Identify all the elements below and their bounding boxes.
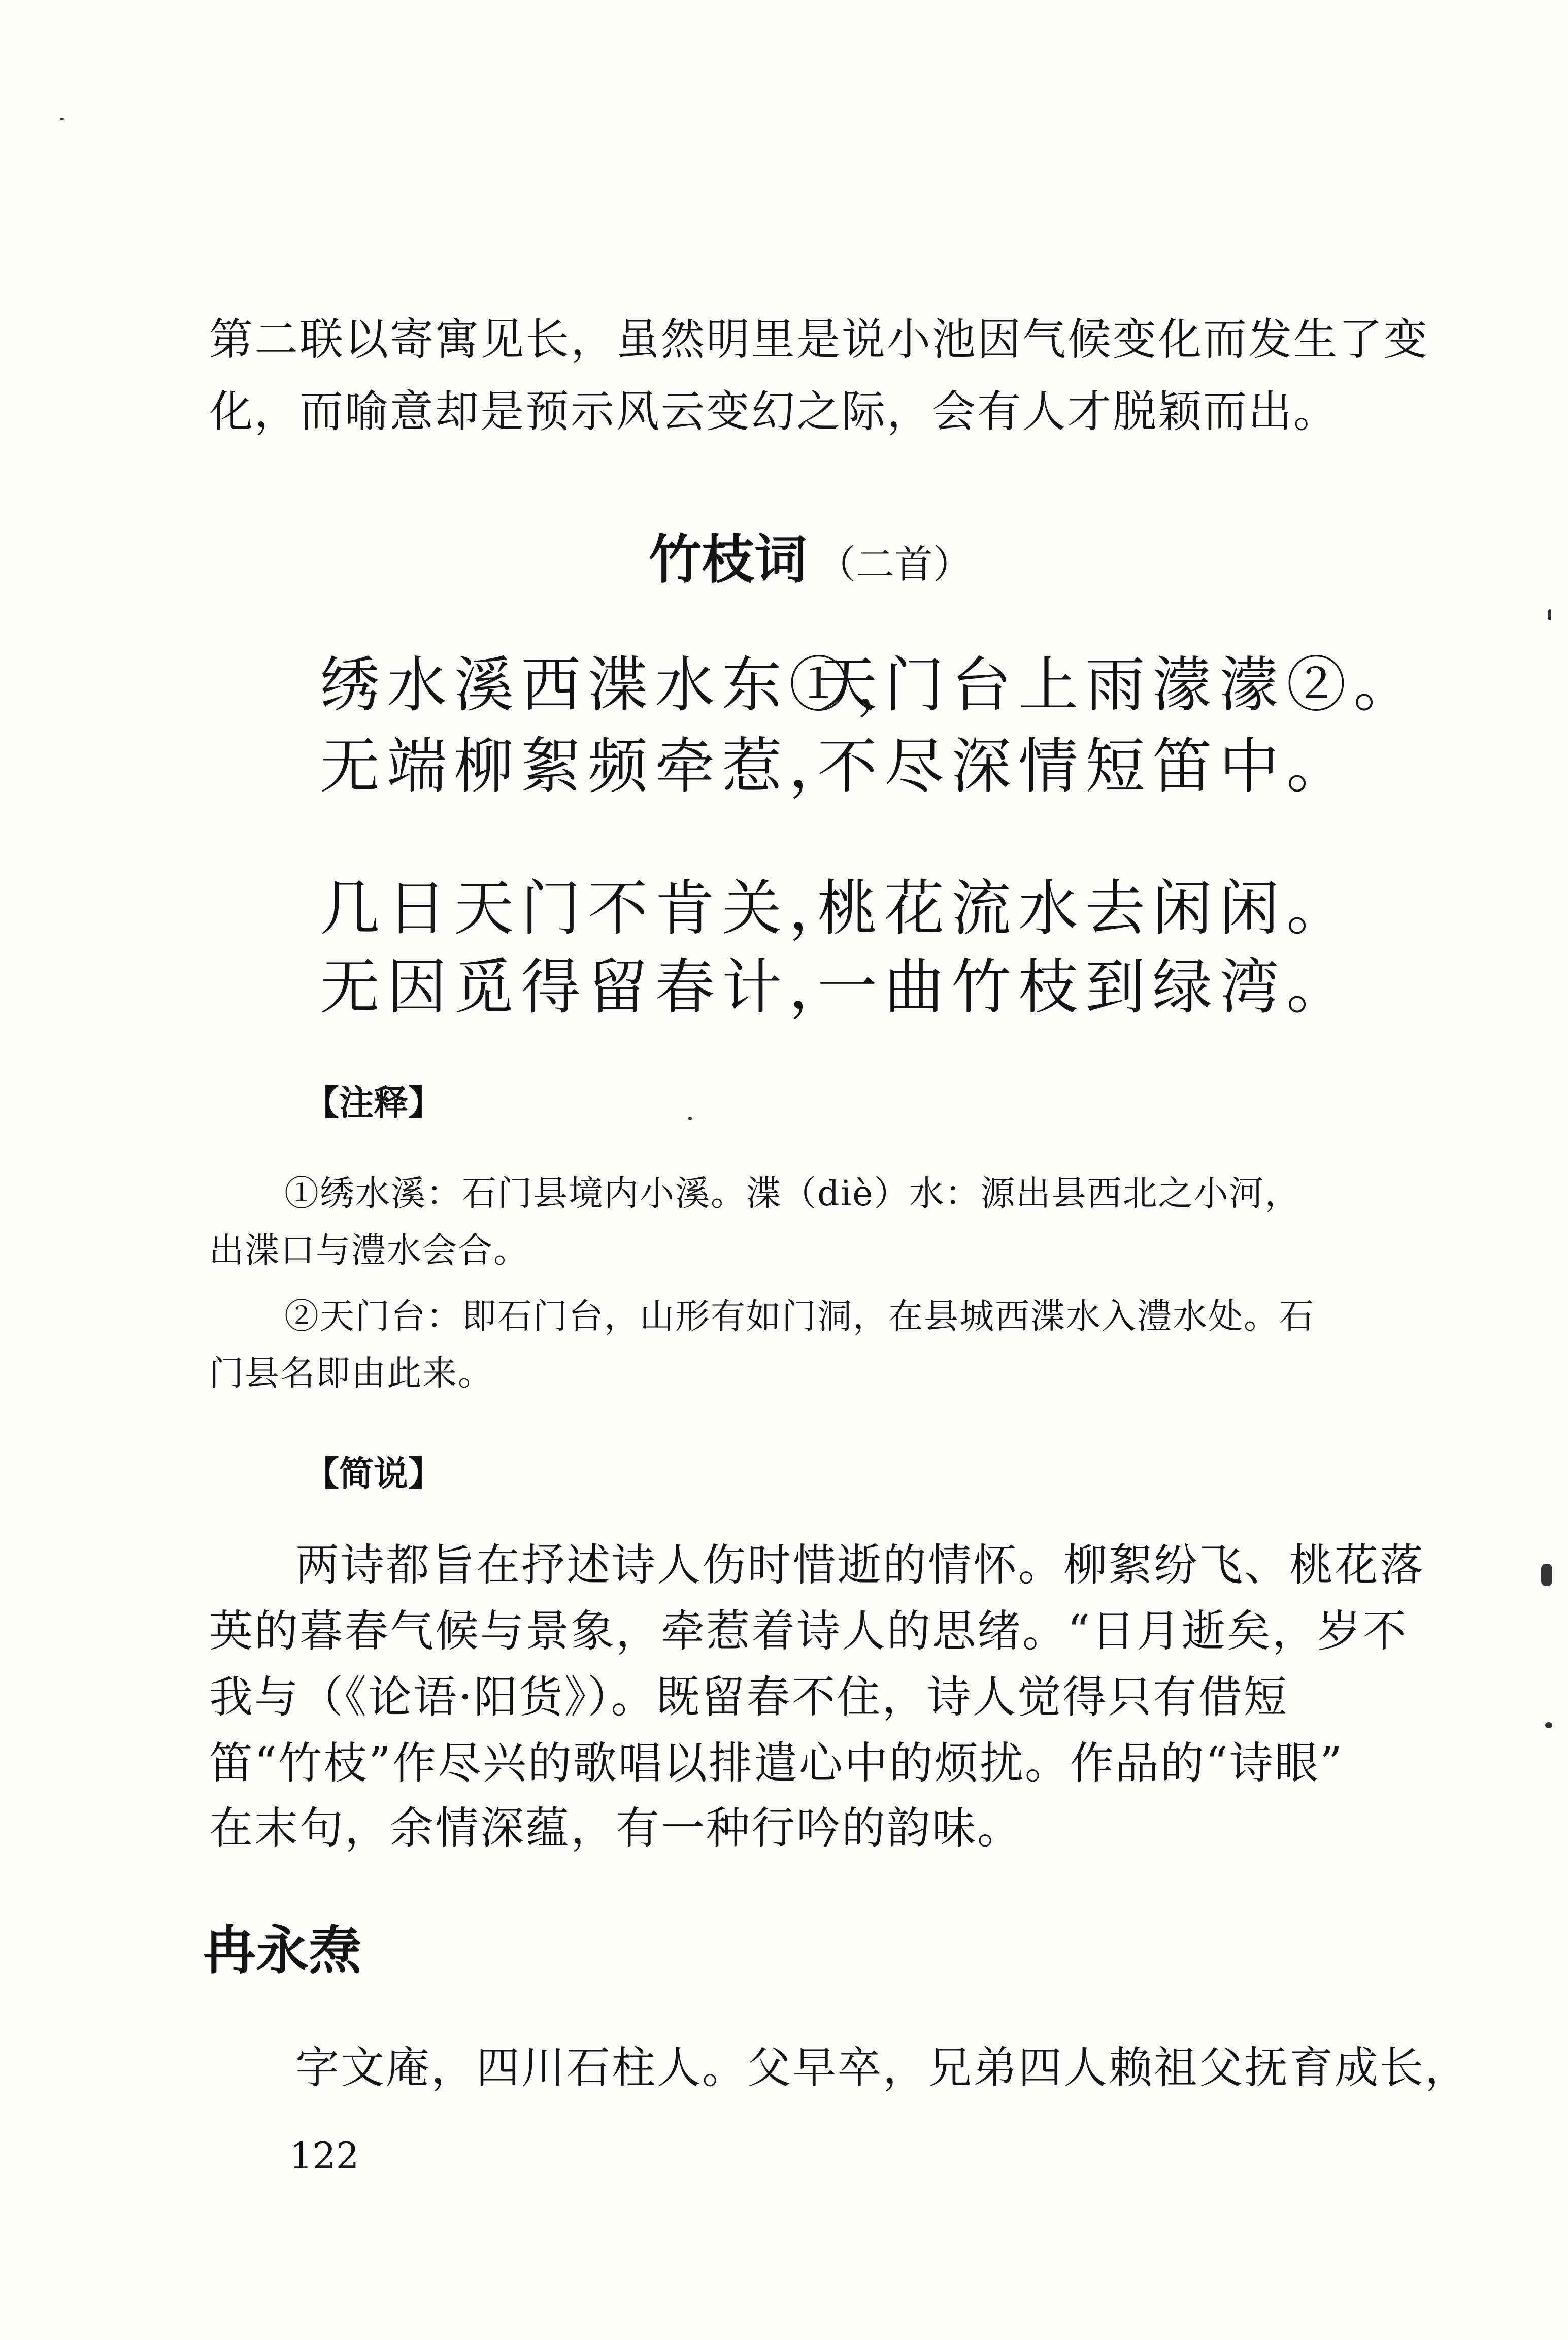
note-line-3: ②天门台：即石门台，山形有如门洞，在县城西渫水入澧水处。石 <box>284 1297 1315 1337</box>
commentary-line-4: 笛“竹枝”作尽兴的歌唱以排遣心中的烦扰。作品的“诗眼” <box>209 1738 1344 1789</box>
intro-line-1: 第二联以寄寓见长，虽然明里是说小池因气候变化而发生了变 <box>209 314 1429 365</box>
poem-stanza1-line1-right: 天门台上雨濛濛②。 <box>817 650 1421 720</box>
poem-stanza2-line2-left: 无因觅得留春计， <box>320 952 856 1022</box>
poem-title-text: 竹枝词 <box>649 529 808 590</box>
intro-line-2: 化，而喻意却是预示风云变幻之际，会有人才脱颖而出。 <box>209 386 1339 437</box>
scan-speck <box>1541 1564 1552 1586</box>
scan-speck <box>1545 1722 1552 1728</box>
poem-stanza2-line1-right: 桃花流水去闲闲。 <box>817 873 1354 943</box>
poem-stanza1-line1-left: 绣水溪西渫水东①， <box>320 650 923 720</box>
scan-speck <box>60 118 64 120</box>
commentary-line-3: 我与（《论语·阳货》）。既留春不住，诗人觉得只有借短 <box>209 1672 1289 1723</box>
poem-stanza2-line2-right: 一曲竹枝到绿湾。 <box>817 952 1354 1022</box>
scan-speck <box>1548 609 1551 620</box>
notes-heading: 【注释】 <box>305 1083 443 1124</box>
author-name: 冉永焘 <box>203 1920 362 1982</box>
scan-speck <box>688 1117 692 1120</box>
poem-stanza1-line2-left: 无端柳絮频牵惹， <box>320 731 856 801</box>
commentary-line-5: 在末句，余情深蕴，有一种行吟的韵味。 <box>209 1803 1022 1854</box>
page-number: 122 <box>289 2134 359 2177</box>
commentary-line-1: 两诗都旨在抒述诗人伤时惜逝的情怀。柳絮纷飞、桃花落 <box>295 1540 1425 1591</box>
note-line-1: ①绣水溪：石门县境内小溪。渫（diè）水：源出县西北之小河， <box>284 1174 1300 1214</box>
poem-subtitle: （二首） <box>817 542 972 587</box>
note-line-2: 出渫口与澧水会合。 <box>209 1231 529 1271</box>
author-bio-line: 字文庵，四川石柱人。父早卒，兄弟四人赖祖父抚育成长， <box>295 2042 1470 2093</box>
poem-title <box>649 529 972 590</box>
note-line-4: 门县名即由此来。 <box>209 1354 494 1394</box>
poem-stanza1-line2-right: 不尽深情短笛中。 <box>817 731 1354 801</box>
commentary-line-2: 英的暮春气候与景象，牵惹着诗人的思绪。“日月逝矣，岁不 <box>209 1606 1408 1657</box>
poem-stanza2-line1-left: 几日天门不肯关， <box>320 873 856 943</box>
commentary-heading: 【简说】 <box>305 1454 443 1494</box>
